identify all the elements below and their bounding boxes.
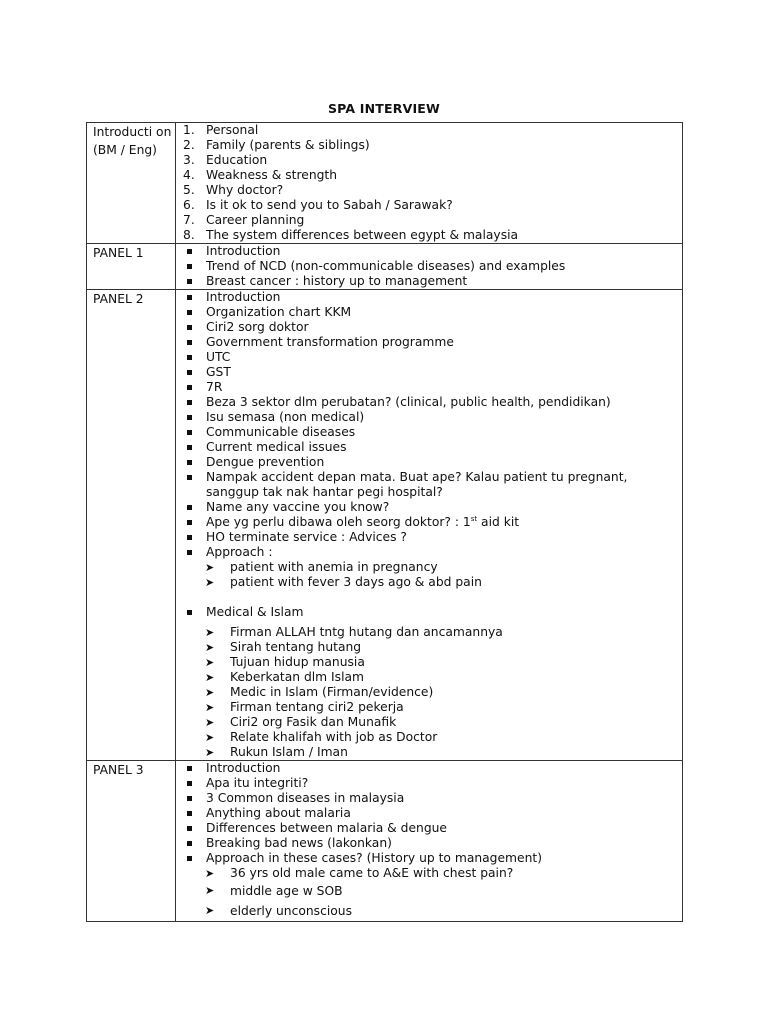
list-item: HO terminate service : Advices ? [176, 530, 682, 545]
list-item: 3 Common diseases in malaysia [176, 791, 682, 806]
square-bullet-icon [187, 400, 192, 405]
list-item: Current medical issues [176, 440, 682, 455]
arrow-bullet-icon: ➤ [205, 686, 215, 699]
square-bullet-icon [187, 264, 192, 269]
sub-list-item: ➤ Ciri2 org Fasik dan Munafik [205, 715, 397, 729]
list-item: Government transformation programme [176, 335, 682, 350]
panel-2-list [176, 290, 683, 761]
panel-3-list [176, 761, 683, 922]
square-bullet-icon [187, 811, 192, 816]
list-item: Organization chart KKM [176, 305, 682, 320]
square-bullet-icon [187, 279, 192, 284]
list-item: Introduction [176, 290, 682, 305]
table-row-panel-3 [87, 761, 683, 922]
sub-list-item: ➤ Sirah tentang hutang [205, 640, 362, 654]
arrow-bullet-icon: ➤ [205, 656, 215, 669]
list-item: Beza 3 sektor dlm perubatan? (clinical, public health, pendidikan) [176, 395, 682, 410]
row-label-panel-3: PANEL 3 [87, 761, 176, 922]
arrow-bullet-icon: ➤ [205, 576, 215, 589]
list-item: 5. Why doctor? [183, 183, 284, 197]
arrow-bullet-icon: ➤ [205, 671, 215, 684]
arrow-bullet-icon: ➤ [205, 904, 215, 917]
arrow-bullet-icon: ➤ [205, 867, 215, 880]
row-label-panel-1: PANEL 1 [87, 244, 176, 290]
square-bullet-icon [187, 385, 192, 390]
square-bullet-icon [187, 610, 192, 615]
square-bullet-icon [187, 340, 192, 345]
arrow-bullet-icon: ➤ [205, 746, 215, 759]
arrow-bullet-icon: ➤ [205, 884, 215, 897]
list-item: 1. Personal [183, 123, 259, 137]
square-bullet-icon [187, 310, 192, 315]
document-title: SPA INTERVIEW [327, 101, 441, 116]
sub-list-item: ➤ Firman ALLAH tntg hutang dan ancamannya [205, 625, 503, 639]
square-bullet-icon [187, 856, 192, 861]
list-item: Anything about malaria [176, 806, 682, 821]
list-item: Trend of NCD (non-communicable diseases) and examples [176, 259, 682, 274]
list-item: 7. Career planning [183, 213, 305, 227]
square-bullet-icon [187, 370, 192, 375]
list-item: Ape yg perlu dibawa oleh seorg doktor? : 1st aid kit [176, 515, 682, 530]
square-bullet-icon [187, 415, 192, 420]
sub-list-item: ➤ elderly unconscious [176, 901, 682, 921]
sub-list-item: ➤ patient with anemia in pregnancy [205, 560, 438, 574]
list-item: GST [176, 365, 682, 380]
sub-list-item: ➤ Firman tentang ciri2 pekerja [205, 700, 404, 714]
square-bullet-icon [187, 430, 192, 435]
square-bullet-icon [187, 550, 192, 555]
table-row-panel-2 [87, 290, 683, 761]
sub-list-item: ➤ middle age w SOB [176, 881, 682, 901]
square-bullet-icon [187, 766, 192, 771]
square-bullet-icon [187, 826, 192, 831]
square-bullet-icon [187, 796, 192, 801]
arrow-bullet-icon: ➤ [205, 731, 215, 744]
list-item: Differences between malaria & dengue [176, 821, 682, 836]
list-item: Name any vaccine you know? [176, 500, 682, 515]
row-label-introduction: Introducti on (BM / Eng) [87, 123, 176, 244]
interview-table [86, 122, 683, 922]
square-bullet-icon [187, 460, 192, 465]
list-item: Breaking bad news (lakonkan) [176, 836, 682, 851]
list-item: Apa itu integriti? [176, 776, 682, 791]
list-item: Approach : [176, 545, 682, 560]
sub-list-item: ➤ Keberkatan dlm Islam [205, 670, 365, 684]
sub-list-item: ➤ Medic in Islam (Firman/evidence) [205, 685, 434, 699]
arrow-bullet-icon: ➤ [205, 641, 215, 654]
sub-list-item: ➤ Tujuan hidup manusia [205, 655, 365, 669]
arrow-bullet-icon: ➤ [205, 716, 215, 729]
square-bullet-icon [187, 781, 192, 786]
list-item: Nampak accident depan mata. Buat ape? Kalau patient tu pregnant, sanggup tak nak hantar pegi hospital? [176, 470, 682, 500]
square-bullet-icon [187, 325, 192, 330]
square-bullet-icon [187, 445, 192, 450]
square-bullet-icon [187, 249, 192, 254]
list-item: 3. Education [183, 153, 268, 167]
square-bullet-icon [187, 295, 192, 300]
square-bullet-icon [187, 355, 192, 360]
list-item: UTC [176, 350, 682, 365]
arrow-bullet-icon: ➤ [205, 561, 215, 574]
list-item: Ciri2 sorg doktor [176, 320, 682, 335]
panel-1-list [176, 244, 683, 290]
list-item: Isu semasa (non medical) [176, 410, 682, 425]
row-label-panel-2: PANEL 2 [87, 290, 176, 761]
list-item: 7R [176, 380, 682, 395]
list-item: 4. Weakness & strength [183, 168, 338, 182]
sub-list-item: ➤ patient with fever 3 days ago & abd pain [205, 575, 482, 589]
list-item: 2. Family (parents & siblings) [183, 138, 370, 152]
square-bullet-icon [187, 535, 192, 540]
sub-list-item: ➤ Rukun Islam / Iman [205, 745, 348, 759]
list-item: Medical & Islam [176, 605, 682, 620]
square-bullet-icon [187, 841, 192, 846]
list-item: 8. The system differences between egypt & malaysia [183, 228, 519, 242]
list-item: Approach in these cases? (History up to management) [176, 851, 682, 866]
arrow-bullet-icon: ➤ [205, 626, 215, 639]
list-item: Introduction [176, 761, 682, 776]
square-bullet-icon [187, 505, 192, 510]
list-item: Dengue prevention [176, 455, 682, 470]
list-item: 6. Is it ok to send you to Sabah / Sarawak? [183, 198, 453, 212]
sub-list-item: ➤ 36 yrs old male came to A&E with chest pain? [205, 866, 514, 880]
list-item: Introduction [176, 244, 682, 259]
table-row-introduction [87, 123, 683, 244]
intro-list [176, 123, 683, 244]
arrow-bullet-icon: ➤ [205, 701, 215, 714]
sub-list-item: ➤ Relate khalifah with job as Doctor [205, 730, 438, 744]
list-item: Breast cancer : history up to management [176, 274, 682, 289]
square-bullet-icon [187, 520, 192, 525]
list-item: Communicable diseases [176, 425, 682, 440]
square-bullet-icon [187, 475, 192, 480]
table-row-panel-1 [87, 244, 683, 290]
